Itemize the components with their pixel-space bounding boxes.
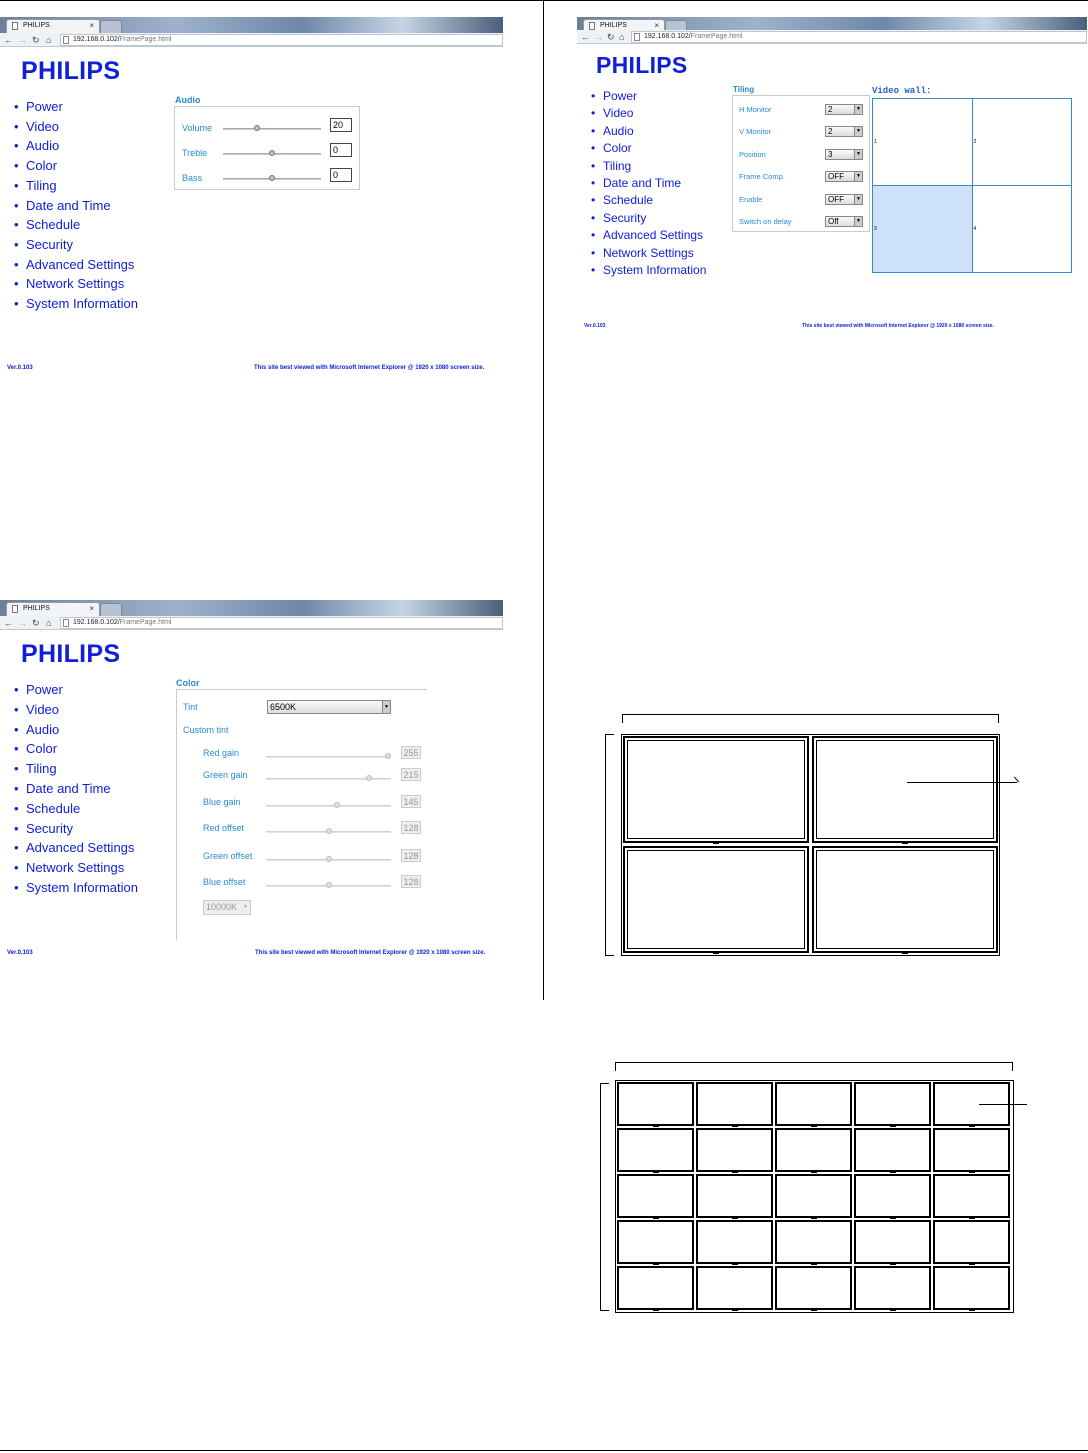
monitor-tile <box>933 1266 1010 1310</box>
monitor-tile <box>854 1220 931 1264</box>
monitor-tile <box>623 846 809 953</box>
monitor-tile <box>696 1266 773 1310</box>
green-gain-label: Green gain <box>203 770 248 780</box>
red-offset-slider-knob <box>326 828 332 834</box>
red-gain-slider-knob <box>385 753 391 759</box>
monitor-tile <box>854 1082 931 1126</box>
home-icon[interactable]: ⌂ <box>46 618 52 628</box>
v-monitor-select-value: 2 <box>828 127 833 137</box>
version-text: Ver.0.103 <box>7 365 33 371</box>
green-offset-slider-knob <box>326 856 332 862</box>
tab-title: PHILIPS <box>23 22 50 29</box>
height-bracket <box>605 734 606 956</box>
close-tab-icon[interactable]: × <box>654 21 659 30</box>
menu-item-schedule[interactable]: • Schedule <box>591 192 706 209</box>
enable-select[interactable] <box>825 194 863 205</box>
callout-line <box>979 1104 1027 1105</box>
menu-item-audio[interactable]: • Audio <box>591 123 706 140</box>
bass-label: Bass <box>182 173 203 183</box>
url-input[interactable] <box>60 34 503 46</box>
bass-slider-knob[interactable] <box>269 175 275 181</box>
close-tab-icon[interactable]: × <box>89 604 94 613</box>
main-menu <box>14 680 138 898</box>
position-select[interactable] <box>825 149 863 160</box>
chevron-down-icon: ▼ <box>854 195 862 204</box>
height-bracket-top-tick <box>605 734 614 735</box>
menu-item-video[interactable]: • Video <box>14 700 138 720</box>
blue-gain-slider-knob <box>334 802 340 808</box>
width-bracket <box>622 714 999 715</box>
height-bracket-top-tick <box>600 1083 609 1084</box>
menu-item-audio[interactable]: • Audio <box>14 720 138 740</box>
forward-icon[interactable]: → <box>18 35 27 45</box>
frame-comp-label: Frame Comp. <box>739 172 785 182</box>
height-bracket-bottom-tick <box>600 1310 609 1311</box>
video-wall-cell-3[interactable]: 3 <box>872 185 973 273</box>
bass-input[interactable]: 0 <box>330 168 352 182</box>
audio-panel-title: Audio <box>175 95 201 105</box>
video-wall-grid <box>872 98 1071 272</box>
main-menu <box>14 97 138 314</box>
width-bracket <box>615 1062 1013 1063</box>
treble-label: Treble <box>182 148 208 158</box>
width-bracket-right-tick <box>1012 1062 1013 1071</box>
menu-item-security[interactable]: • Security <box>14 235 138 255</box>
menu-item-schedule[interactable]: • Schedule <box>14 799 138 819</box>
monitor-tile <box>696 1174 773 1218</box>
green-gain-value: 215 <box>401 768 421 781</box>
frame-comp-select[interactable] <box>825 171 863 182</box>
preset-select <box>203 900 251 915</box>
monitor-screen <box>816 850 994 949</box>
menu-item-advanced-settings[interactable]: • Advanced Settings <box>14 838 138 858</box>
best-viewed-text: This site best viewed with Microsoft Internet Explorer @ 1920 x 1080 screen size. <box>802 323 994 329</box>
color-panel-title: Color <box>176 678 200 688</box>
page-icon <box>12 605 18 613</box>
chevron-down-icon: ▼ <box>382 701 390 713</box>
custom-tint-label: Custom tint <box>183 725 229 735</box>
monitor-tile <box>617 1082 694 1126</box>
menu-item-schedule[interactable]: • Schedule <box>14 215 138 235</box>
red-gain-label: Red gain <box>203 748 240 758</box>
menu-item-advanced-settings[interactable]: • Advanced Settings <box>14 255 138 275</box>
video-wall-cell-1[interactable]: 1 <box>872 98 973 186</box>
red-gain-value: 255 <box>401 746 421 759</box>
green-gain-slider <box>266 778 391 780</box>
tint-select-value: 6500K <box>270 702 297 712</box>
menu-item-tiling[interactable]: • Tiling <box>14 176 138 196</box>
chevron-down-icon: ▼ <box>854 217 862 226</box>
volume-slider[interactable] <box>223 128 321 130</box>
screenshot-tiling <box>577 17 1087 337</box>
back-icon[interactable]: ← <box>581 32 590 42</box>
monitor-tile <box>812 846 998 953</box>
menu-item-audio[interactable]: • Audio <box>14 136 138 156</box>
menu-item-network-settings[interactable]: • Network Settings <box>591 245 706 262</box>
volume-input[interactable]: 20 <box>330 118 352 132</box>
url-host: 192.168.0.102/ <box>644 33 691 40</box>
blue-offset-label: Blue offset <box>203 877 246 887</box>
monitor-tile <box>775 1174 852 1218</box>
monitor-tile <box>617 1220 694 1264</box>
tint-label: Tint <box>183 702 198 712</box>
page-icon <box>63 36 69 44</box>
color-panel-left-rule <box>176 689 177 940</box>
menu-item-system-information[interactable]: • System Information <box>14 294 138 314</box>
menu-item-network-settings[interactable]: • Network Settings <box>14 858 138 878</box>
red-gain-slider <box>266 756 391 758</box>
page-icon <box>63 619 69 627</box>
menu-item-color[interactable]: • Color <box>14 739 138 759</box>
page-icon <box>634 33 640 41</box>
monitor-tile <box>854 1128 931 1172</box>
blue-gain-slider <box>266 805 391 807</box>
close-tab-icon[interactable]: × <box>89 21 94 30</box>
new-tab-button[interactable] <box>100 603 122 616</box>
page-icon <box>589 22 595 30</box>
main-menu <box>591 88 706 279</box>
menu-item-date-and-time[interactable]: • Date and Time <box>14 196 138 216</box>
new-tab-button[interactable] <box>100 20 122 33</box>
monitor-tile <box>696 1128 773 1172</box>
enable-select-value: OFF <box>828 194 844 204</box>
reload-icon[interactable]: ↻ <box>32 618 40 628</box>
red-offset-value: 128 <box>401 821 421 834</box>
url-path: FramePage.html <box>119 36 172 43</box>
switch-on-delay-select-value: Off <box>828 217 839 226</box>
position-select-value: 3 <box>828 149 833 159</box>
h-monitor-select-value: 2 <box>828 105 833 114</box>
switch-on-delay-select[interactable] <box>825 216 863 227</box>
audio-panel <box>174 106 360 190</box>
menu-item-network-settings[interactable]: • Network Settings <box>14 274 138 294</box>
h-monitor-select[interactable] <box>825 104 863 115</box>
version-text: Ver.0.103 <box>584 323 606 329</box>
address-bar <box>0 33 503 47</box>
video-wall-title: Video wall: <box>872 86 932 96</box>
video-wall-cell-2[interactable]: 2 <box>972 98 1073 186</box>
monitor-tile <box>617 1266 694 1310</box>
monitor-tile <box>617 1174 694 1218</box>
tiling-panel-title: Tiling <box>733 85 755 94</box>
browser-tab[interactable] <box>6 19 100 33</box>
menu-item-power[interactable]: • Power <box>14 97 138 117</box>
blue-offset-value: 128 <box>401 875 421 888</box>
philips-logo: PHILIPS <box>21 640 121 668</box>
v-monitor-label: V Monitor <box>739 127 772 137</box>
callout-line <box>907 782 1017 783</box>
reload-icon[interactable]: ↻ <box>607 32 615 42</box>
width-bracket-right-tick <box>998 714 999 723</box>
chevron-down-icon: ▼ <box>243 904 248 910</box>
page-icon <box>12 22 18 30</box>
browser-tab[interactable] <box>6 602 100 616</box>
blue-gain-value: 145 <box>401 795 421 808</box>
chevron-down-icon: ▼ <box>854 105 862 114</box>
browser-tab-bar <box>0 600 503 616</box>
volume-slider-knob[interactable] <box>254 125 260 131</box>
url-path: FramePage.html <box>690 33 743 40</box>
url-host: 192.168.0.102/ <box>73 36 120 43</box>
color-panel-top-rule <box>176 689 427 690</box>
green-offset-label: Green offset <box>203 851 253 861</box>
forward-icon[interactable]: → <box>18 618 27 628</box>
frame-comp-select-value: OFF <box>828 172 844 182</box>
best-viewed-text: This site best viewed with Microsoft Internet Explorer @ 1920 x 1080 screen size. <box>254 365 485 371</box>
width-bracket-left-tick <box>615 1062 616 1071</box>
url-host: 192.168.0.102/ <box>73 619 120 626</box>
monitor-tile <box>775 1220 852 1264</box>
preset-select-value: 10000K <box>206 902 238 912</box>
monitor-tile <box>933 1220 1010 1264</box>
height-bracket <box>600 1083 601 1311</box>
menu-item-system-information[interactable]: • System Information <box>591 262 706 279</box>
monitor-tile <box>933 1128 1010 1172</box>
menu-item-date-and-time[interactable]: • Date and Time <box>591 175 706 192</box>
home-icon[interactable]: ⌂ <box>619 32 625 42</box>
browser-tab-bar <box>0 17 503 33</box>
green-offset-value: 128 <box>401 849 421 862</box>
menu-item-security[interactable]: • Security <box>14 819 138 839</box>
monitor-tile <box>623 736 809 843</box>
monitor-tile <box>696 1220 773 1264</box>
page-bottom-rule <box>0 1450 1088 1451</box>
tint-select[interactable] <box>267 700 391 714</box>
philips-logo: PHILIPS <box>21 57 121 85</box>
monitor-tile <box>696 1082 773 1126</box>
menu-item-video[interactable]: • Video <box>14 117 138 137</box>
monitor-screen <box>816 740 994 839</box>
monitor-tile <box>775 1266 852 1310</box>
url-path: FramePage.html <box>119 619 172 626</box>
enable-label: Enable <box>739 194 763 204</box>
diagram-5x5-wall <box>596 1060 1036 1316</box>
best-viewed-text: This site best viewed with Microsoft Internet Explorer @ 1920 x 1080 screen size. <box>255 950 486 956</box>
treble-slider-knob[interactable] <box>269 150 275 156</box>
width-bracket-left-tick <box>622 714 623 723</box>
monitor-tile <box>775 1082 852 1126</box>
menu-item-color[interactable]: • Color <box>591 140 706 157</box>
monitor-screen <box>627 740 805 839</box>
back-icon[interactable]: ← <box>4 618 13 628</box>
menu-item-tiling[interactable]: • Tiling <box>591 158 706 175</box>
red-offset-label: Red offset <box>203 823 244 833</box>
menu-item-date-and-time[interactable]: • Date and Time <box>14 779 138 799</box>
menu-item-power[interactable]: • Power <box>14 680 138 700</box>
screenshot-audio <box>0 17 503 377</box>
v-monitor-select[interactable] <box>825 126 863 137</box>
video-wall-cell-4[interactable]: 4 <box>972 185 1073 273</box>
monitor-screen <box>627 850 805 949</box>
reload-icon[interactable]: ↻ <box>32 35 40 45</box>
monitor-tile <box>933 1174 1010 1218</box>
blue-gain-label: Blue gain <box>203 797 241 807</box>
screenshot-color <box>0 600 503 962</box>
monitor-tile <box>775 1128 852 1172</box>
chevron-down-icon: ▼ <box>854 150 862 159</box>
diagram-2x2-wall <box>600 710 1030 970</box>
tab-title: PHILIPS <box>23 605 50 612</box>
url-input[interactable] <box>60 617 503 629</box>
volume-label: Volume <box>182 123 213 133</box>
monitor-tile <box>854 1174 931 1218</box>
h-monitor-label: H Monitor <box>739 105 772 114</box>
back-icon[interactable]: ← <box>4 35 13 45</box>
address-bar <box>0 616 503 630</box>
monitor-tile <box>854 1266 931 1310</box>
menu-item-tiling[interactable]: • Tiling <box>14 759 138 779</box>
philips-logo: PHILIPS <box>596 52 688 78</box>
chevron-down-icon: ▼ <box>854 127 862 136</box>
position-label: Position <box>739 149 766 159</box>
menu-item-advanced-settings[interactable]: • Advanced Settings <box>591 227 706 244</box>
chevron-down-icon: ▼ <box>854 172 862 181</box>
tab-title: PHILIPS <box>600 22 627 29</box>
page-top-rule <box>0 0 1088 1</box>
height-bracket-bottom-tick <box>605 955 614 956</box>
menu-item-video[interactable]: • Video <box>591 105 706 122</box>
address-bar <box>577 30 1087 44</box>
home-icon[interactable]: ⌂ <box>46 35 52 45</box>
version-text: Ver.0.103 <box>7 950 33 956</box>
green-gain-slider-knob <box>366 775 372 781</box>
blue-offset-slider-knob <box>326 882 332 888</box>
switch-on-delay-label: Switch on delay <box>739 217 792 226</box>
monitor-tile <box>617 1128 694 1172</box>
treble-input[interactable]: 0 <box>330 143 352 157</box>
forward-icon[interactable]: → <box>594 32 603 42</box>
menu-item-system-information[interactable]: • System Information <box>14 878 138 898</box>
url-input[interactable] <box>631 31 1087 43</box>
column-separator <box>543 0 544 1000</box>
menu-item-security[interactable]: • Security <box>591 210 706 227</box>
menu-item-color[interactable]: • Color <box>14 156 138 176</box>
menu-item-power[interactable]: • Power <box>591 88 706 105</box>
tiling-panel <box>732 95 870 232</box>
monitor-tile <box>812 736 998 843</box>
